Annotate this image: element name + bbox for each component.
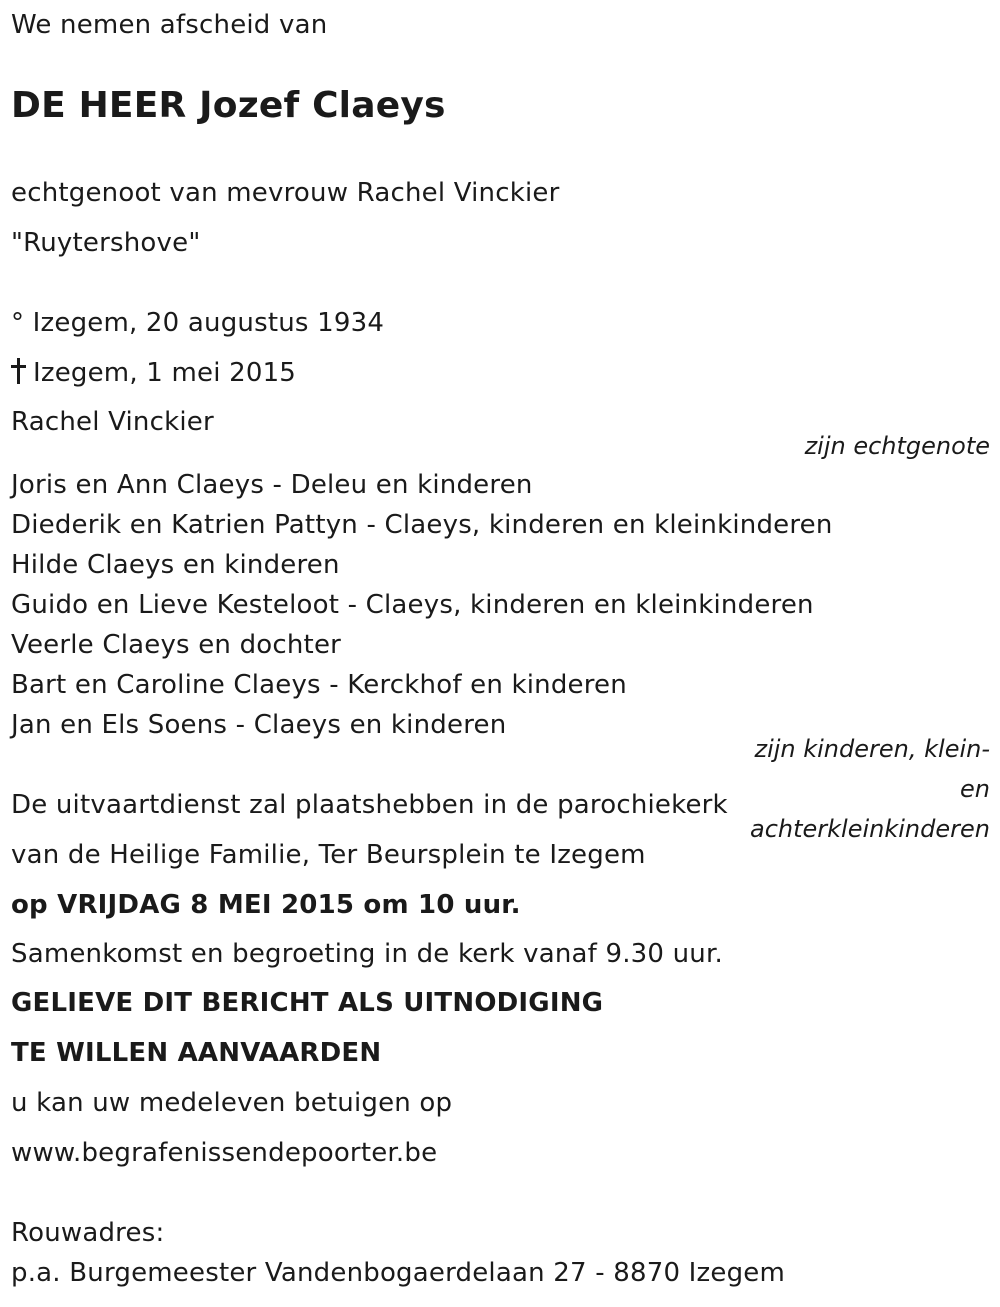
intro-text: We nemen afscheid van: [11, 10, 328, 40]
family-member: Hilde Claeys en kinderen: [11, 550, 340, 580]
gathering-text: Samenkomst en begroeting in de kerk vanaf 9.30 uur.: [11, 939, 723, 969]
family-member: Bart en Caroline Claeys - Kerckhof en kinderen: [11, 670, 627, 700]
service-line-1: De uitvaartdienst zal plaatshebben in de parochiekerk: [11, 790, 728, 820]
death-line: [11, 357, 296, 389]
family-role-1: zijn kinderen, klein-: [754, 735, 990, 763]
invitation-line-1: GELIEVE DIT BERICHT ALS UITNODIGING: [11, 988, 604, 1018]
cross-icon: [11, 358, 25, 384]
invitation-line-2: TE WILLEN AANVAARDEN: [11, 1038, 382, 1068]
family-member: Joris en Ann Claeys - Deleu en kinderen: [11, 470, 533, 500]
service-line-2: van de Heilige Familie, Ter Beursplein te Izegem: [11, 840, 646, 870]
spouse-line: echtgenoot van mevrouw Rachel Vinckier: [11, 178, 560, 208]
family-member: Diederik en Katrien Pattyn - Claeys, kinderen en kleinkinderen: [11, 510, 833, 540]
death-text: Izegem, 1 mei 2015: [33, 358, 297, 388]
address-value: p.a. Burgemeester Vandenbogaerdelaan 27 - 8870 Izegem: [11, 1258, 786, 1288]
family-member: Jan en Els Soens - Claeys en kinderen: [11, 710, 507, 740]
residence: "Ruytershove": [11, 228, 201, 258]
condolence-url[interactable]: www.begrafenissendepoorter.be: [11, 1138, 438, 1168]
condolence-text: u kan uw medeleven betuigen op: [11, 1088, 453, 1118]
family-role-3: achterkleinkinderen: [750, 815, 990, 843]
family-member: Guido en Lieve Kesteloot - Claeys, kinderen en kleinkinderen: [11, 590, 814, 620]
address-label: Rouwadres:: [11, 1218, 165, 1248]
family-role-2: en: [960, 775, 990, 803]
birth-line: ° Izegem, 20 augustus 1934: [11, 308, 385, 338]
family-member: Veerle Claeys en dochter: [11, 630, 342, 660]
deceased-name: DE HEER Jozef Claeys: [11, 85, 446, 126]
widow-role: zijn echtgenote: [804, 432, 990, 460]
widow-name: Rachel Vinckier: [11, 407, 214, 437]
service-date: op VRIJDAG 8 MEI 2015 om 10 uur.: [11, 890, 521, 920]
